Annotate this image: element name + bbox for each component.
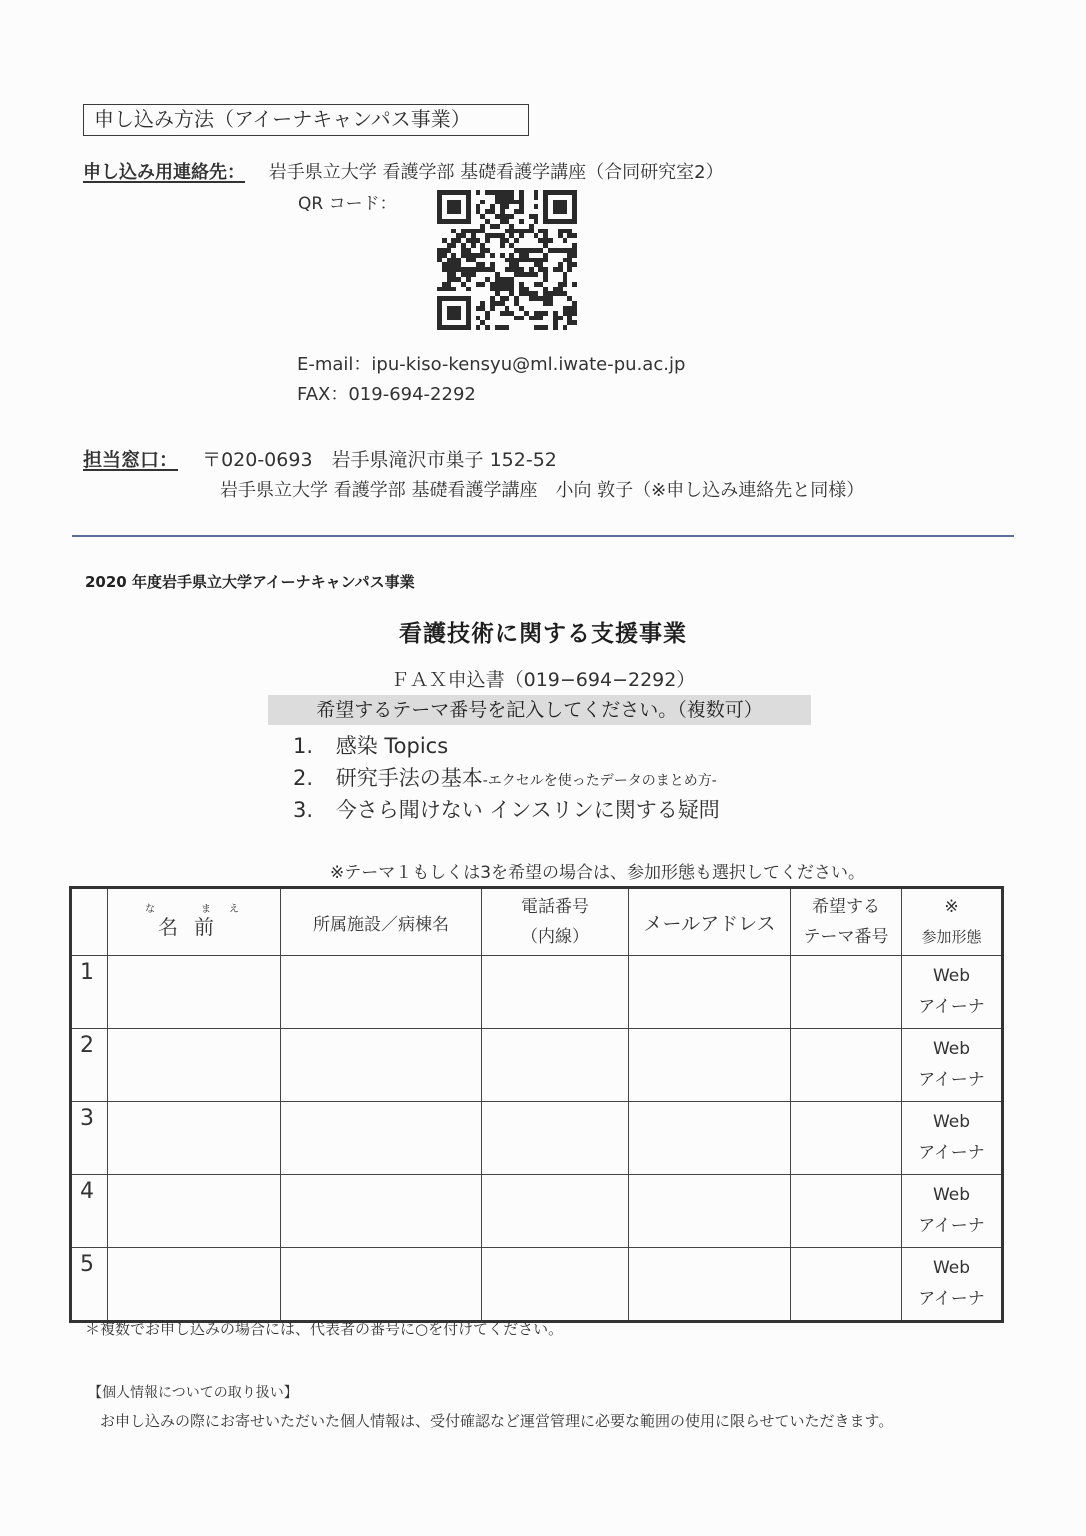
email-cell[interactable] [629, 956, 791, 1029]
header-name [108, 888, 281, 956]
theme-title: 今さら聞けない インスリンに関する疑問 [335, 798, 720, 822]
contact-fax: FAX：019-694-2292 [297, 384, 476, 405]
multi-applicant-note: ＊複数でお申し込みの場合には、代表者の番号に○を付けてください。 [85, 1320, 564, 1338]
instruction-banner: 希望するテーマ番号を記入してください。（複数可） [268, 695, 811, 725]
window-person: 岩手県立大学 看護学部 基礎看護学講座 小向 敦子（※申し込み連絡先と同様） [220, 480, 865, 501]
participation-note: ※テーマ１もしくは3を希望の場合は、参加形態も選択してください。 [330, 863, 866, 883]
facility-cell[interactable] [281, 1248, 482, 1322]
theme-number: 1. [293, 734, 314, 758]
window-address: 〒020-0693 岩手県滝沢市巣子 152-52 [202, 449, 557, 471]
row-number: 3 [71, 1102, 108, 1175]
row-number: 4 [71, 1175, 108, 1248]
phone-cell[interactable] [482, 1029, 629, 1102]
theme-subtitle: -エクセルを使ったデータのまとめ方- [482, 773, 717, 789]
phone-cell[interactable] [482, 1175, 629, 1248]
participation-cell[interactable] [902, 956, 1003, 1029]
row-number: 5 [71, 1248, 108, 1322]
facility-cell[interactable] [281, 1102, 482, 1175]
phone-cell[interactable] [482, 1102, 629, 1175]
option-aina[interactable]: アイーナ [918, 997, 985, 1017]
main-title: 看護技術に関する支援事業 [399, 621, 687, 647]
theme-item-3 [293, 794, 720, 824]
method-title: 申し込み方法（アイーナキャンパス事業） [94, 107, 471, 131]
contact-value: 岩手県立大学 看護学部 基礎看護学講座（合同研究室2） [268, 162, 724, 183]
name-cell[interactable] [108, 1175, 281, 1248]
theme-number: 3. [293, 798, 314, 822]
name-cell[interactable] [108, 1102, 281, 1175]
name-cell[interactable] [108, 1248, 281, 1322]
option-web[interactable]: Web [932, 1039, 971, 1059]
phone-cell[interactable] [482, 956, 629, 1029]
table-header-row [71, 888, 1003, 956]
table-row [71, 1175, 1003, 1248]
header-theme [791, 888, 902, 956]
option-aina[interactable]: アイーナ [918, 1070, 985, 1090]
table-row [71, 956, 1003, 1029]
name-ruby: な まえ [145, 904, 257, 915]
theme-cell[interactable] [791, 1029, 902, 1102]
name-cell[interactable] [108, 956, 281, 1029]
option-aina[interactable]: アイーナ [918, 1216, 985, 1236]
theme-cell[interactable] [791, 956, 902, 1029]
theme-cell[interactable] [791, 1175, 902, 1248]
participation-cell[interactable] [902, 1248, 1003, 1322]
phone-header-line2: （内線） [521, 927, 589, 947]
email-cell[interactable] [629, 1175, 791, 1248]
window-row [83, 445, 557, 472]
facility-cell[interactable] [281, 1175, 482, 1248]
row-number: 1 [71, 956, 108, 1029]
theme-cell[interactable] [791, 1102, 902, 1175]
email-cell[interactable] [629, 1029, 791, 1102]
qr-code[interactable] [437, 190, 577, 330]
contact-email[interactable]: E-mail：ipu-kiso-kensyu@ml.iwate-pu.ac.jp [297, 354, 686, 375]
table-row [71, 1029, 1003, 1102]
participation-header-line2: 参加形態 [921, 928, 982, 946]
year-title: 2020 年度岩手県立大学アイーナキャンパス事業 [85, 573, 415, 591]
option-web[interactable]: Web [932, 1185, 971, 1205]
privacy-heading: 【個人情報についての取り扱い】 [88, 1385, 298, 1401]
option-web[interactable]: Web [932, 966, 971, 986]
theme-cell[interactable] [791, 1248, 902, 1322]
header-facility: 所属施設／病棟名 [281, 888, 482, 956]
facility-cell[interactable] [281, 1029, 482, 1102]
fax-title: ＦＡＸ申込書（019−694−2292） [390, 669, 696, 691]
theme-number: 2. [293, 766, 314, 790]
header-phone [482, 888, 629, 956]
theme-title: 感染 Topics [335, 734, 449, 758]
participation-cell[interactable] [902, 1175, 1003, 1248]
table-row [71, 1102, 1003, 1175]
header-participation [902, 888, 1003, 956]
option-aina[interactable]: アイーナ [918, 1289, 985, 1309]
privacy-body: お申し込みの際にお寄せいただいた個人情報は、受付確認など運営管理に必要な範囲の使用に限らせていただきます。 [100, 1412, 894, 1430]
header-email: メールアドレス [629, 888, 791, 956]
participation-cell[interactable] [902, 1029, 1003, 1102]
name-header-label: 名前 [158, 915, 230, 939]
application-table [69, 886, 1004, 1323]
window-label: 担当窓口： [83, 449, 179, 471]
participation-header-line1: ※ [944, 897, 959, 917]
facility-cell[interactable] [281, 956, 482, 1029]
method-title-box [83, 104, 529, 136]
theme-title: 研究手法の基本 [335, 766, 483, 790]
name-cell[interactable] [108, 1029, 281, 1102]
theme-item-1 [293, 730, 448, 760]
section-divider [72, 535, 1014, 537]
row-number: 2 [71, 1029, 108, 1102]
phone-cell[interactable] [482, 1248, 629, 1322]
contact-row [83, 158, 724, 184]
email-cell[interactable] [629, 1248, 791, 1322]
participation-cell[interactable] [902, 1102, 1003, 1175]
theme-item-2 [293, 762, 717, 792]
header-num [71, 888, 108, 956]
option-aina[interactable]: アイーナ [918, 1143, 985, 1163]
theme-header-line2: テーマ番号 [803, 927, 889, 947]
contact-label: 申し込み用連絡先： [83, 162, 245, 183]
phone-header-line1: 電話番号 [521, 897, 589, 917]
option-web[interactable]: Web [932, 1258, 971, 1278]
theme-header-line1: 希望する [812, 897, 880, 917]
email-cell[interactable] [629, 1102, 791, 1175]
option-web[interactable]: Web [932, 1112, 971, 1132]
table-row [71, 1248, 1003, 1322]
qr-label: QR コード： [298, 194, 397, 214]
